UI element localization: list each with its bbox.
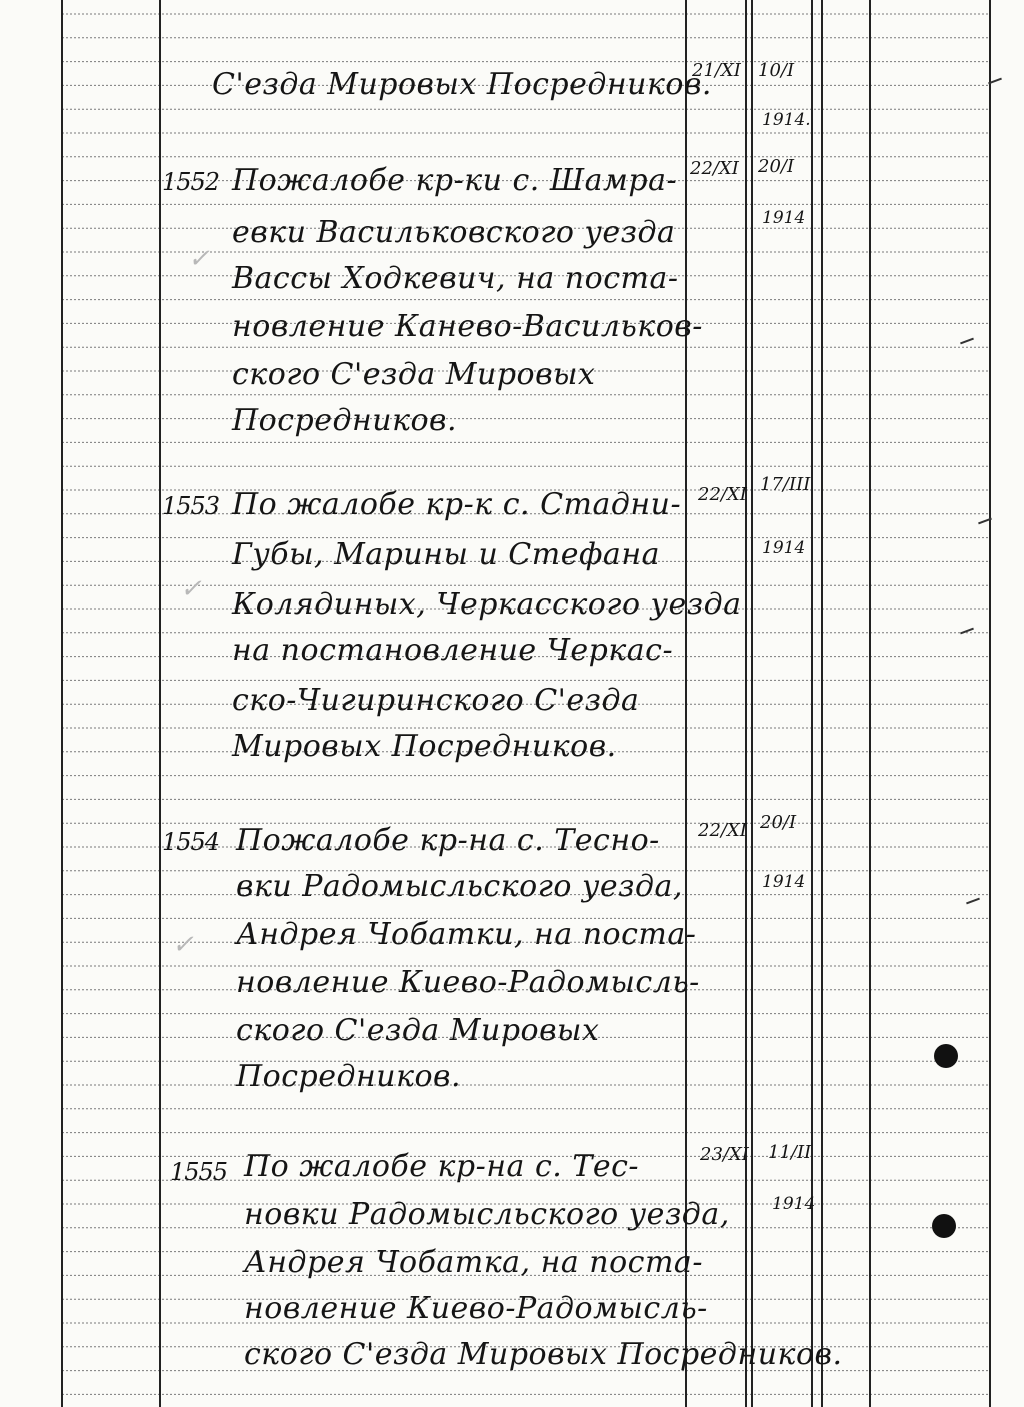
date-received: 22/XI [698, 820, 747, 841]
year: 1914 [762, 208, 806, 228]
entry-line: Пожалобе кр-на с. Тесно- [236, 823, 660, 858]
entry-line: Мировых Посредников. [232, 729, 617, 764]
entry-line: ско-Чигиринского С'езда [232, 683, 640, 718]
entry-line: По жалобе кр-к с. Стадни- [232, 487, 682, 522]
entry-line: вки Радомысльского уезда, [236, 869, 683, 904]
pencil-mark: ✓ [188, 244, 210, 274]
entry-number: 1553 [162, 492, 220, 520]
binder-hole [934, 1044, 958, 1068]
pencil-mark: ✓ [172, 930, 194, 960]
date-received: 22/XI [698, 484, 747, 505]
entry-line: новление Киево-Радомысль- [236, 965, 700, 1000]
entry-number: 1555 [170, 1158, 228, 1186]
entry-line: ского С'езда Мировых [236, 1013, 600, 1048]
entry-line: новки Радомысльского уезда, [244, 1197, 730, 1232]
binder-hole [932, 1214, 956, 1238]
entry-line: Посредников. [232, 403, 458, 438]
date-resolved: 11/II [768, 1142, 812, 1163]
date-resolved: 10/I [758, 60, 795, 81]
entry-line: С'езда Мировых Посредников. [212, 67, 712, 102]
entry-line: Андрея Чобатки, на поста- [236, 917, 697, 952]
entry-line: новление Киево-Радомысль- [244, 1291, 708, 1326]
entry-line: Губы, Марины и Стефана [232, 537, 660, 572]
entry-line: ского С'езда Мировых Посредников. [244, 1337, 843, 1372]
year: 1914 [762, 872, 806, 892]
entry-line: новление Канево-Васильков- [232, 309, 703, 344]
date-received: 21/XI [692, 60, 741, 81]
entry-line: По жалобе кр-на с. Тес- [244, 1149, 640, 1184]
pencil-mark: ✓ [180, 574, 202, 604]
date-resolved: 20/I [758, 156, 795, 177]
entry-number: 1552 [162, 168, 220, 196]
year: 1914 [762, 538, 806, 558]
date-received: 22/XI [690, 158, 739, 179]
entry-line: на постановление Черкас- [232, 633, 674, 668]
entry-line: ского С'езда Мировых [232, 357, 596, 392]
entry-line: Андрея Чобатка, на поста- [244, 1245, 703, 1280]
year: 1914. [762, 110, 811, 130]
entry-line: Колядиных, Черкасского уезда [232, 587, 742, 622]
date-received: 23/XI [700, 1144, 749, 1165]
entry-line: Вассы Ходкевич, на поста- [232, 261, 679, 296]
date-resolved: 20/I [760, 812, 797, 833]
entry-number: 1554 [162, 828, 220, 856]
entry-line: Посредников. [236, 1059, 462, 1094]
entry-line: евки Васильковского уезда [232, 215, 676, 250]
year: 1914 [772, 1194, 816, 1214]
entry-line: Пожалобе кр-ки с. Шамра- [232, 163, 678, 198]
date-resolved: 17/III [760, 474, 811, 495]
